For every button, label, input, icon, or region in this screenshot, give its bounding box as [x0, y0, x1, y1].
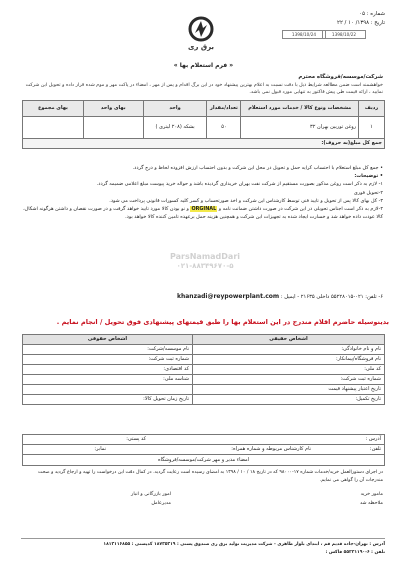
- items-table-header: [23, 101, 385, 117]
- col-unit: واحد: [143, 101, 207, 117]
- received-stamp-left: 1398/10/24: [282, 30, 326, 39]
- date-label: تاریخ :: [370, 19, 385, 26]
- registration-number-field[interactable]: شماره ثبت شرکت:: [193, 375, 385, 385]
- total-row: [23, 139, 385, 149]
- original-highlight: ORGINAL: [191, 205, 217, 212]
- col-unit-price: بهای واحد: [83, 101, 143, 117]
- note-4-end: و نو بودن کالا مورد تایید خواهد گرفت و در صورت نقصان و داشتن هرگونه اشکال، کالا عودت داده خواهد شد و خسارت ایجاد شده به تجهیزات این شرکت و همچنین هزینه حمل برعهده تامین کننده کالا خواهد بود.: [23, 205, 383, 220]
- table-row: [23, 355, 385, 365]
- notes-section: [21, 165, 383, 222]
- address-row: [23, 435, 384, 445]
- signature-row: [23, 455, 384, 465]
- completion-date-field[interactable]: تاریخ تکمیل:: [193, 395, 385, 405]
- number-label: شماره :: [366, 11, 385, 17]
- item-unit: بشکه (۲۰۸ لیتری ): [143, 117, 207, 139]
- address-field[interactable]: آدرس :: [365, 436, 381, 443]
- delivery-date-field[interactable]: تاریخ زمان تحویل کالا:: [23, 395, 193, 405]
- note-4-start: ۴-لازم به ذکر است اجناس تحویلی در این شرکت در صورت داشتن ضمانت نامه و: [218, 205, 383, 212]
- letter-date: [337, 19, 385, 28]
- signatures-right: [193, 490, 383, 508]
- manager-signature-field[interactable]: امضاء مدیر و مهر شرکت/موسسه/فروشگاه: [157, 456, 250, 463]
- warehouse-signature-label: امور بازرگانی و انبار: [131, 492, 171, 497]
- footer-phone: تلفن : ۶-۵۵۲۲۱۱۹۰ فاکس :: [325, 549, 385, 555]
- store-contractor-field[interactable]: نام فروشگاه/پیمانکار:: [193, 355, 385, 365]
- col-quantity: تعداد/مقدار: [207, 101, 241, 117]
- entities-table: [22, 334, 385, 405]
- ceo-signature-label: مدیرعامل: [151, 501, 171, 507]
- company-name-field[interactable]: نام موسسه/شرکت:: [23, 345, 193, 355]
- header-real-persons: اشخاص حقیقی: [193, 335, 385, 345]
- row-number: ۱: [359, 117, 385, 139]
- company-registration-field[interactable]: شماره ثبت شرکت:: [23, 355, 193, 365]
- procedure-statement: در اجرای دستورالعمل خرید/خدمات شماره ۱۷-۹۸۰۰۰ که در تاریخ ۱۸ / ۱۰ / ۱۳۹۸ به امضای رسیده است رعایت گردید. در کمال دقت این درخواست را تهیه و ارجاع گردید و صحت مندرجات آن را گواهی می نمایم.: [38, 470, 383, 483]
- note-total-amount: • جمع کل مبلغ استعلام با احتساب کرایه حمل و تحویل در محل این شرکت و بدون احتساب ارزش افزوده لحاظ و درج گردد.: [132, 165, 383, 171]
- contact-phone: ۶- تلفن: ۰۲۱-۵۵۲۲۸۰۱۵ داخلی ۲۱۶۳۵ - ایمیل :: [280, 294, 383, 300]
- note-4: [21, 206, 383, 221]
- letter-number: [337, 10, 385, 19]
- note-seen-label: ملاحظه شد: [360, 501, 383, 507]
- empty-cell: [23, 385, 193, 395]
- watermark: [150, 252, 260, 270]
- total-in-words-field[interactable]: جمع کل مبلغ(به حروف):: [23, 139, 385, 149]
- number-value: ۰۵: [359, 11, 366, 17]
- table-row: [23, 345, 385, 355]
- letter-footer: [21, 538, 385, 557]
- note-3: ۳- کل بهای کالا پس از تحویل و تایید فنی توسط کارشناس این شرکت و اخذ صورتحساب و کسر کلیه کسورات قانونی پرداخت می شود.: [109, 197, 383, 204]
- full-name-field[interactable]: نام و نام خانوادگی:: [193, 345, 385, 355]
- company-logo-text: برق ری: [187, 43, 215, 51]
- form-title: « فرم استعلام بها »: [173, 62, 234, 69]
- note-1: ۱- لازم به ذکر است روغن مذکور بصورت مستقیم از شرکت نفت بهران خریداری گردیده باشد و حواله خرید پیوست مبلغ اعلامی ضمیمه گردد.: [96, 181, 383, 188]
- national-id-field[interactable]: شناسه ملی:: [23, 375, 193, 385]
- entities-header: [23, 335, 385, 345]
- table-row: [23, 375, 385, 385]
- item-total-price-field[interactable]: [23, 117, 84, 139]
- table-row: [23, 395, 385, 405]
- item-unit-price-field[interactable]: [83, 117, 143, 139]
- items-table: [22, 100, 385, 149]
- col-total-price: بهای مجموع: [23, 101, 84, 117]
- table-row: [23, 117, 385, 139]
- intro-paragraph: خواهشمند است ضمن مطالعه شرایط ذیل با دقت نسبت به اعلام بهترین پیشنهاد خود در این برگ اقدام و پس از مهر ، امضاء در پاکت مهر و موم شده قرار داده و تحویل این شرکت نمایید ، ارائه قیمت طی پیش فاکتور به تنهایی مورد قبول نمی باشد.: [25, 83, 383, 96]
- watermark-name: ParsNamadDari: [169, 252, 241, 261]
- company-logo-icon: [186, 16, 216, 42]
- signatures-section: [21, 490, 383, 508]
- col-description: مشخصات ونوع کالا / خدمات مورد استعلام: [241, 101, 359, 117]
- postal-code-field[interactable]: کد پستی:: [126, 436, 146, 443]
- representative-field[interactable]: نام کارشناس مربوطه و شماره همراه:: [231, 446, 311, 453]
- national-code-field[interactable]: کد ملی:: [193, 365, 385, 375]
- phone-row: [23, 445, 384, 455]
- table-row: [23, 385, 385, 395]
- item-quantity: ۵۰: [207, 117, 241, 139]
- company-logo: [177, 16, 225, 52]
- watermark-phone: ۰۲۱-۸۸۳۴۹۶۷۰-۵: [176, 261, 234, 270]
- item-description: روغن توربین بهران ۳۲: [241, 117, 359, 139]
- col-row: ردیف: [359, 101, 385, 117]
- letter-header: [0, 0, 407, 56]
- contact-email[interactable]: khanzadi@reypowerplant.com: [177, 293, 280, 300]
- phone-field[interactable]: تلفن:: [369, 446, 381, 453]
- offer-validity-field[interactable]: تاریخ اعتبار پیشنهاد قیمت: [193, 385, 385, 395]
- economic-code-field[interactable]: کد اقتصادی:: [23, 365, 193, 375]
- received-stamp-right: 1398/10/22: [322, 30, 366, 39]
- fax-field[interactable]: نمابر:: [94, 446, 106, 453]
- note-2: ۲-تحویل فوری: [353, 189, 383, 196]
- supplier-info-box: [22, 434, 385, 466]
- table-row: [23, 365, 385, 375]
- addressee-line: شرکت/موسسه/فروشگاه محترم: [298, 74, 383, 80]
- date-value: ۱۳۹۸/ ۱۰ / ۲۲: [337, 19, 370, 26]
- buyer-signature-label: مامور خرید: [360, 492, 383, 497]
- footer-address: آدرس : تهران-جاده قدیم قم ، ابتدای بلوار طاهری - شرکت مدیریت تولید برق ری صندوق پستی : ۱۸۷۳۵۳۱۹ کدپستی : ۱۸۱۳۱۱۶۸۵۵: [103, 542, 385, 547]
- commitment-notice: بدینوسیله حاضرم اقلام مندرج در این استعلام بها را طبق قیمتهای پیشنهادی فوق تحویل / انجام نمایم .: [56, 318, 389, 326]
- notes-heading: • توضیحات:: [354, 173, 383, 180]
- header-legal-persons: اشخاص حقوقی: [23, 335, 193, 345]
- signatures-left: [21, 490, 171, 508]
- contact-line: [21, 292, 383, 302]
- letter-meta: [337, 10, 385, 27]
